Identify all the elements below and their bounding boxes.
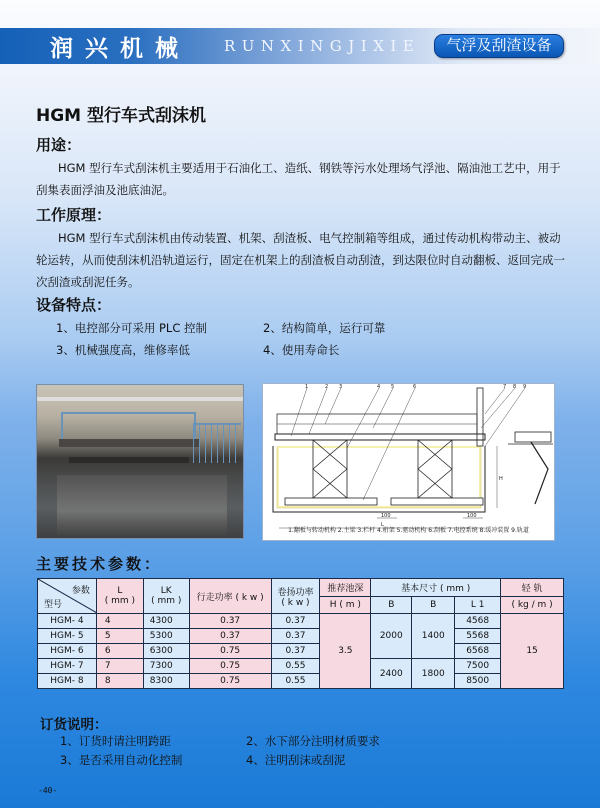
drawing-caption: 1.翻板与转动机构 2.主梁 3.栏杆 4.桁架 5.驱动机构 6.刮板 7.电控系统 8.缓冲装置 9.轨道 [288, 527, 529, 534]
header-rail-unit: ( kg / m ) [501, 596, 564, 614]
cell-depth: 3.5 [320, 614, 371, 689]
cell-travel: 0.75 [189, 644, 271, 659]
cell-LK: 8300 [143, 674, 189, 689]
feature-item: 2、结构简单，运行可靠 [263, 321, 386, 335]
svg-text:100: 100 [381, 513, 391, 519]
svg-text:1: 1 [305, 384, 309, 390]
feature-item: 4、使用寿命长 [263, 343, 340, 357]
ordering-heading: 订货说明： [40, 717, 108, 733]
principle-text [36, 227, 570, 293]
cell-travel: 0.75 [189, 659, 271, 674]
header-hoist-label: 卷扬功率 [277, 587, 314, 598]
svg-text:9: 9 [523, 384, 527, 390]
header-depth: 推荐池深 [320, 579, 371, 597]
principle-heading: 工作原理： [36, 206, 112, 224]
cell-L: 6 [96, 644, 143, 659]
cell-model: HGM- 8 [38, 674, 97, 689]
cell-B1: 2000 [371, 614, 412, 659]
drawing-svg [263, 384, 556, 542]
photo-pipe [37, 397, 244, 401]
cell-B1: 2400 [371, 659, 412, 689]
brand-name-cn: 润兴机械 [50, 36, 190, 62]
cell-hoist: 0.37 [271, 629, 320, 644]
header-travel-power: 行走功率 ( k w ) [189, 579, 271, 614]
cell-L: 4 [96, 614, 143, 629]
header-L [96, 579, 143, 614]
table-row [38, 659, 564, 674]
header-hoist-unit: ( k w ) [281, 597, 310, 608]
header-param-model [38, 579, 97, 614]
table-row [38, 614, 564, 629]
ordering-item: 4、注明刮沫或刮泥 [246, 753, 346, 767]
svg-text:L: L [381, 522, 384, 528]
svg-text:100: 100 [467, 513, 477, 519]
structure-drawing [262, 383, 555, 541]
cell-model: HGM- 5 [38, 629, 97, 644]
cell-L: 5 [96, 629, 143, 644]
header-depth-unit: H ( m ) [320, 596, 371, 614]
usage-heading: 用途： [36, 136, 82, 154]
usage-text-body: HGM 型行车式刮沫机主要适用于石油化工、造纸、钢铁等污水处理场气浮池、隔油池工艺中，用于刮集表面浮油及池底油泥。 [36, 161, 561, 197]
svg-text:H: H [499, 476, 503, 482]
spec-table [37, 578, 564, 689]
cell-L: 7 [96, 659, 143, 674]
cell-L1: 7500 [455, 659, 501, 674]
cell-LK: 5300 [143, 629, 189, 644]
svg-text:6: 6 [413, 384, 417, 390]
feature-item: 3、机械强度高，维修率低 [56, 343, 190, 357]
cell-model: HGM- 6 [38, 644, 97, 659]
principle-text-body: HGM 型行车式刮沫机由传动装置、机架、刮渣板、电气控制箱等组成，通过传动机构带动主、被动轮运转，从而使刮沫机沿轨道运行，固定在机架上的刮渣板自动刮渣，到达限位时自动翻板、返回完成一次刮渣或刮泥任务。 [36, 231, 565, 289]
header-hoist-power [271, 579, 320, 614]
header-rail: 轻 轨 [501, 579, 564, 597]
cell-travel: 0.37 [189, 614, 271, 629]
features-heading: 设备特点： [36, 296, 112, 314]
header-model: 型号 [44, 600, 63, 610]
header-L1: L 1 [455, 596, 501, 614]
header-dims: 基本尺寸 ( mm ) [371, 579, 501, 597]
header-B1: B [371, 596, 412, 614]
photo-fence [193, 423, 241, 463]
cell-B2: 1800 [412, 659, 455, 689]
svg-text:4: 4 [377, 384, 381, 390]
page-number: -40- [38, 786, 58, 795]
cell-L1: 5568 [455, 629, 501, 644]
cell-L: 8 [96, 674, 143, 689]
svg-text:8: 8 [513, 384, 517, 390]
ordering-item: 2、水下部分注明材质要求 [246, 734, 380, 748]
cell-L1: 6568 [455, 644, 501, 659]
header-B2: B [412, 596, 455, 614]
photo-water [57, 475, 227, 535]
cell-LK: 6300 [143, 644, 189, 659]
cell-B2: 1400 [412, 614, 455, 659]
header-LK-label: LK [160, 586, 172, 596]
cell-model: HGM- 7 [38, 659, 97, 674]
header-L-label: L [117, 586, 123, 596]
cell-rail: 15 [501, 614, 564, 689]
header-L-unit: ( mm ) [104, 596, 135, 606]
category-badge: 气浮及刮渣设备 [434, 34, 564, 58]
cell-L1: 4568 [455, 614, 501, 629]
cell-hoist: 0.55 [271, 659, 320, 674]
photo-railing [61, 412, 196, 440]
spec-table-title: 主要技术参数： [36, 555, 163, 573]
cell-hoist: 0.37 [271, 644, 320, 659]
ordering-item: 1、订货时请注明跨距 [60, 734, 171, 748]
product-title: HGM 型行车式刮沫机 [36, 106, 207, 126]
brand-name-en: RUNXINGJIXIE [224, 37, 421, 55]
ordering-item: 3、是否采用自动化控制 [60, 753, 183, 767]
photo-beam [69, 457, 189, 463]
usage-text [36, 157, 570, 201]
cell-L1: 8500 [455, 674, 501, 689]
header-param: 参数 [71, 586, 90, 596]
header-LK [143, 579, 189, 614]
cell-hoist: 0.37 [271, 614, 320, 629]
svg-text:3: 3 [339, 384, 343, 390]
feature-item: 1、电控部分可采用 PLC 控制 [56, 321, 207, 335]
cell-travel: 0.75 [189, 674, 271, 689]
table-row [38, 644, 564, 659]
cell-travel: 0.37 [189, 629, 271, 644]
cell-model: HGM- 4 [38, 614, 97, 629]
header-LK-unit: ( mm ) [151, 596, 182, 606]
photo-bridge [59, 439, 199, 447]
cell-LK: 4300 [143, 614, 189, 629]
cell-hoist: 0.55 [271, 674, 320, 689]
cell-LK: 7300 [143, 659, 189, 674]
table-row [38, 629, 564, 644]
product-photo [36, 384, 244, 539]
svg-text:2: 2 [325, 384, 329, 390]
table-row [38, 674, 564, 689]
svg-text:7: 7 [503, 384, 507, 390]
svg-text:5: 5 [391, 384, 395, 390]
